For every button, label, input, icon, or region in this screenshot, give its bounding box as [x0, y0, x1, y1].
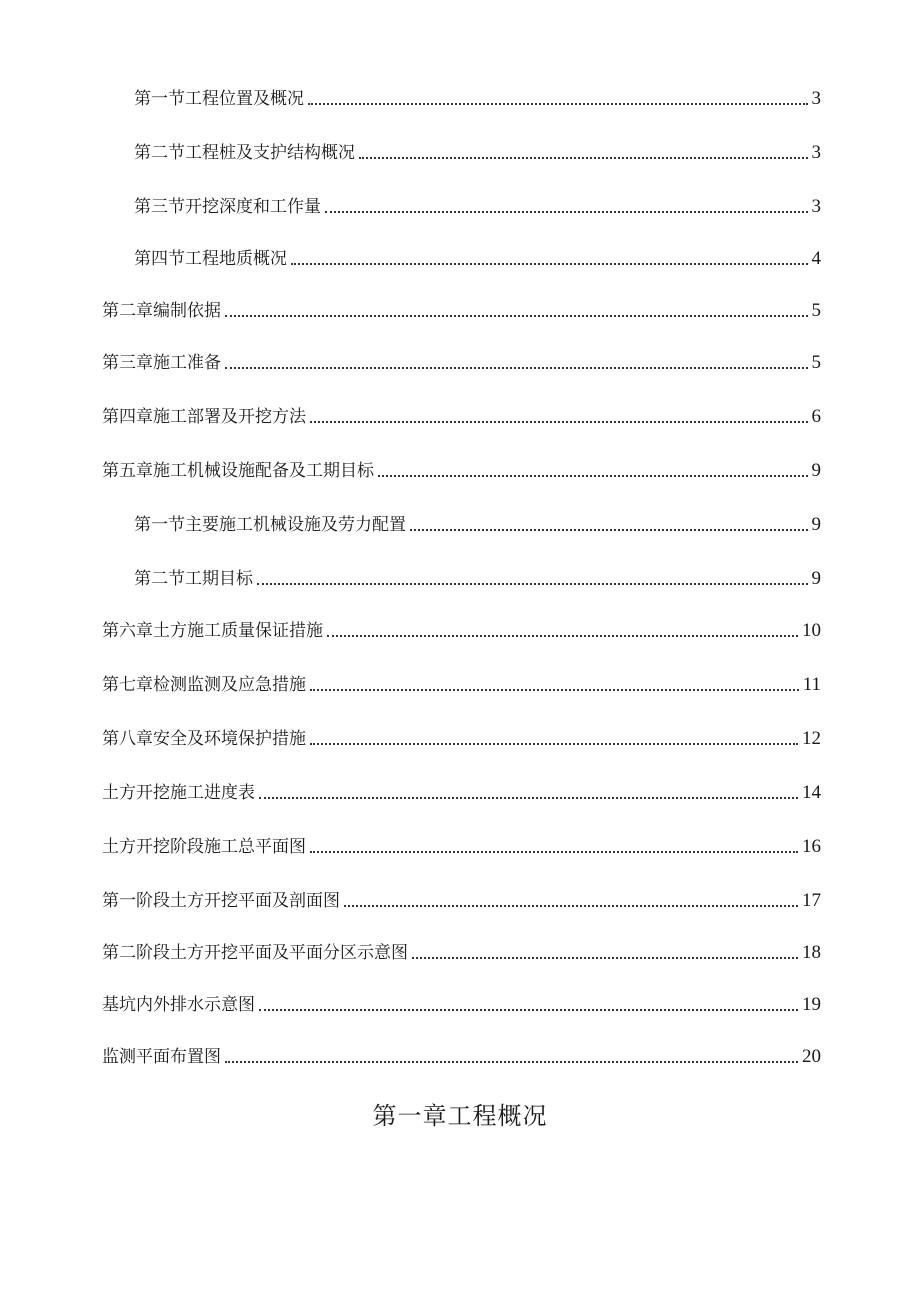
toc-entry-page: 3: [811, 196, 821, 217]
toc-entry[interactable]: [134, 188, 821, 218]
toc-entry[interactable]: [102, 720, 821, 750]
toc-dot-leader: [310, 689, 799, 691]
toc-entry-title: 第七章检测监测及应急措施: [102, 675, 306, 695]
toc-entry[interactable]: [134, 240, 821, 270]
toc-entry-title: 第六章土方施工质量保证措施: [102, 621, 323, 641]
toc-dot-leader: [259, 1009, 798, 1011]
toc-entry[interactable]: [102, 666, 821, 696]
toc-entry[interactable]: [102, 452, 821, 482]
toc-entry-title: 第二章编制依据: [102, 301, 221, 321]
toc-dot-leader: [327, 635, 798, 637]
toc-entry-page: 19: [802, 994, 821, 1015]
toc-entry-title: 第二节工期目标: [134, 569, 253, 589]
toc-entry-title: 第一阶段土方开挖平面及剖面图: [102, 891, 340, 911]
toc-entry[interactable]: [102, 934, 821, 964]
toc-entry-title: 监测平面布置图: [102, 1047, 221, 1067]
toc-entry-page: 3: [811, 88, 821, 109]
toc-dot-leader: [225, 315, 808, 317]
toc-entry-title: 第一节主要施工机械设施及劳力配置: [134, 515, 406, 535]
toc-entry-title: 第一节工程位置及概况: [134, 89, 304, 109]
toc-dot-leader: [325, 211, 808, 213]
toc-entry[interactable]: [102, 1038, 821, 1068]
toc-entry-title: 第八章安全及环境保护措施: [102, 729, 306, 749]
toc-entry-page: 10: [802, 620, 821, 641]
toc-dot-leader: [257, 583, 808, 585]
toc-entry-title: 土方开挖阶段施工总平面图: [102, 837, 306, 857]
toc-dot-leader: [344, 905, 798, 907]
toc-dot-leader: [359, 157, 808, 159]
toc-entry-page: 14: [802, 782, 821, 803]
toc-dot-leader: [225, 367, 808, 369]
toc-dot-leader: [291, 263, 808, 265]
toc-dot-leader: [225, 1061, 798, 1063]
toc-entry-page: 11: [802, 674, 821, 695]
toc-entry-page: 9: [811, 514, 821, 535]
toc-entry-page: 5: [811, 352, 821, 373]
toc-dot-leader: [310, 421, 808, 423]
toc-dot-leader: [308, 103, 808, 105]
chapter-heading: 第一章工程概况: [372, 1102, 548, 1130]
toc-entry-page: 3: [811, 142, 821, 163]
toc-dot-leader: [412, 957, 798, 959]
toc-entry[interactable]: [102, 398, 821, 428]
toc-entry-page: 9: [811, 460, 821, 481]
toc-entry[interactable]: [134, 80, 821, 110]
toc-entry-page: 9: [811, 568, 821, 589]
toc-dot-leader: [310, 743, 798, 745]
toc-entry-title: 基坑内外排水示意图: [102, 995, 255, 1015]
toc-entry-page: 20: [802, 1046, 821, 1067]
toc-dot-leader: [378, 475, 808, 477]
toc-entry[interactable]: [134, 506, 821, 536]
toc-entry-title: 第五章施工机械设施配备及工期目标: [102, 461, 374, 481]
toc-entry[interactable]: [102, 774, 821, 804]
toc-dot-leader: [410, 529, 808, 531]
toc-entry[interactable]: [102, 882, 821, 912]
toc-entry-title: 第四节工程地质概况: [134, 249, 287, 269]
toc-dot-leader: [259, 797, 798, 799]
toc-entry-page: 12: [802, 728, 821, 749]
toc-entry[interactable]: [134, 134, 821, 164]
toc-entry-page: 16: [802, 836, 821, 857]
toc-entry-page: 6: [811, 406, 821, 427]
toc-entry[interactable]: [102, 986, 821, 1016]
toc-dot-leader: [310, 851, 798, 853]
toc-entry-title: 第四章施工部署及开挖方法: [102, 407, 306, 427]
toc-entry-title: 第三章施工准备: [102, 353, 221, 373]
toc-entry[interactable]: [102, 292, 821, 322]
toc-entry[interactable]: [102, 344, 821, 374]
toc-entry-page: 5: [811, 300, 821, 321]
toc-entry-title: 第二节工程桩及支护结构概况: [134, 143, 355, 163]
toc-entry-page: 4: [811, 248, 821, 269]
toc-entry-page: 18: [802, 942, 821, 963]
toc-entry-page: 17: [802, 890, 821, 911]
toc-entry[interactable]: [134, 560, 821, 590]
toc-entry[interactable]: [102, 612, 821, 642]
toc-entry-title: 第二阶段土方开挖平面及平面分区示意图: [102, 943, 408, 963]
toc-entry-title: 土方开挖施工进度表: [102, 783, 255, 803]
toc-entry-title: 第三节开挖深度和工作量: [134, 197, 321, 217]
toc-entry[interactable]: [102, 828, 821, 858]
